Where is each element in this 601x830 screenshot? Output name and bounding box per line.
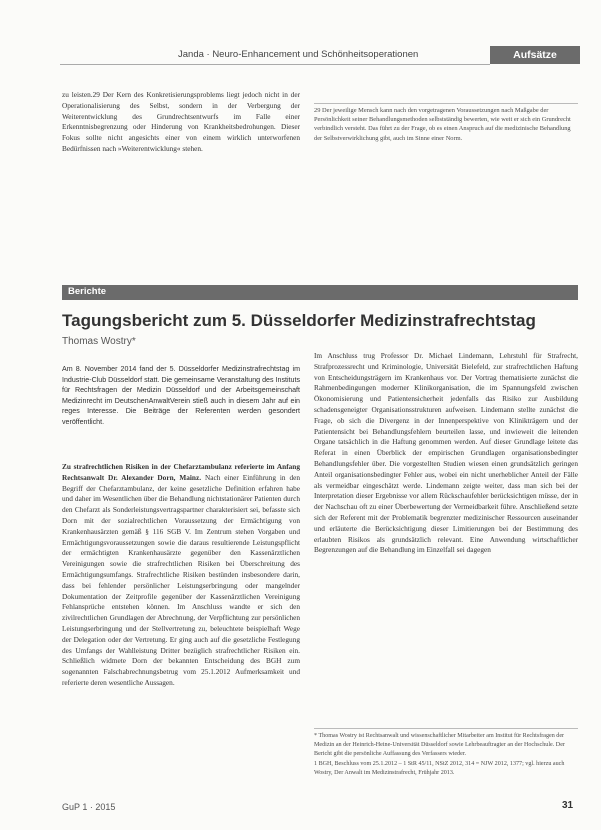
continuation-paragraph: zu leisten.29 Der Kern des Konkretisierungsproblems liegt jedoch nicht in der Operationalisierung des Selbst, sondern in der Verbergung der Weiterentwicklung des Grundrechtsentwurfs im Falle einer Erkenntnisbegrenzung oder Hinderung von Krankheitsbedrohungen. Dieser Fokus sollte nicht angesichts einer von einem wirklich unterworfenen Bedürfnissen nach »Weiterentwicklung« stehen. — [62, 90, 300, 153]
article-footnotes — [314, 728, 578, 780]
footnote-1: 1 BGH, Beschluss vom 25.1.2012 – 1 StR 45/11, NStZ 2012, 314 = NJW 2012, 1377; vgl. hierzu auch Wostry, Der Anwalt im Medizinstrafrecht, Frühjahr 2013. — [314, 761, 565, 777]
body-right-column — [314, 351, 578, 556]
journal-issue: GuP 1 · 2015 — [62, 802, 116, 812]
article-abstract: Am 8. November 2014 fand der 5. Düsseldorfer Medizinstrafrechtstag im Industrie-Club Düsseldorf statt. Die gemeinsame Veranstaltung des Instituts für Rechtsfragen der Medizin Düsseldorf und der Arbeitsgemeinschaft Medizinrecht im DeutschenAnwaltVerein stieß auch in diesem Jahr auf ein reges Interesse. Die Beiträge der Referenten werden gesondert veröffentlicht. — [62, 365, 300, 426]
right-body: Der Vortrag thematisierte zunächst die Rahmenbedingungen moderner Klinikorganisation, die im Spannungsfeld zwischen Ökonomisierung und Patientensicherheit jedenfalls das Risiko zur Ausbildung schadensgeneigter Organisationsstrukturen aufweisen. Lindemann stellte zunächst die Frage, ob sich die Divergenz in der Innenperspektive von Klinikträgern und der Patientensicht bei Behandlungsfehlern beurteilen lasse, und inwieweit die leitenden Organe tatsächlich in die Haftung genommen werden. Auf dieser Grundlage leitete das Referat in einen Überblick der empirischen Grundlagen organisationsbedingter Behandlungsfehler über. Die vorgestellten Studien wiesen einen grundsätzlich geringen Anteil organisationsbedingter Fehler aus, wobei ein nicht unerheblicher Anteil der Fälle als vermeidbar eingeschätzt werde. Lindemann zeigte weiter, dass man sich bei der Interpretation dieser Ergebnisse vor allem Rückschaufehler berücksichtigen müsse, der in der Nachschau oft zu einer Überbewertung der Vermeidbarkeit führe. Anschließend setzte sich der Referent mit der Problematik begrenzter medizinischer Ressourcen auseinander und erläuterte die Berücksichtigung dieser Limitierungen bei der Bestimmung des erlaubten Risikos als grundsätzlich relevant. Eine Anwendung wirtschaftlicher Begrenzungen auf die Behandlung im Einzelfall sei dagegen — [314, 372, 579, 555]
section-bar — [62, 285, 578, 300]
section-label: Aufsätze — [490, 46, 580, 64]
article-title: Tagungsbericht zum 5. Düsseldorfer Medizinstrafrechtstag — [62, 311, 536, 330]
page-number: 31 — [562, 800, 574, 811]
header-rule — [60, 64, 490, 65]
left-lead: Zu strafrechtlichen Risiken in der Chefarztambulanz referierte im Anfang Rechtsanwalt Dr. Alexander Dorn, Mainz. — [62, 462, 300, 482]
section-bar-label: Berichte — [68, 286, 107, 297]
body-right-paragraph — [314, 351, 578, 556]
body-left-paragraph — [62, 462, 300, 689]
article-author: Thomas Wostry* — [62, 336, 136, 347]
running-title: Janda · Neuro-Enhancement und Schönheitsoperationen — [178, 49, 419, 60]
running-header — [0, 44, 601, 68]
left-body: Nach einer Einführung in den Begriff der Chefarztambulanz, der keine gesetzliche Definition erfahren habe und daher im Wesentlichen über die Behandlung nichtstationärer Patienten durch den Chefarzt als Sonderleistungsvertragspartner charakterisiert sei, befasste sich Dorn mit der sozialrechtlichen Voraussetzung der Ermächtigung von Krankenhausärzten gemäß § 116 SGB V. Im Zentrum stehen Vorgaben und Ermächtigungsvoraussetzungen sowie die daraus resultierende Leistungspflicht der ermächtigten Krankenhausärzte gegenüber den Kassenärztlichen Vereinigungen sowie die strafrechtlichen Risiken bei Überschreitung des Ermächtigungsumfangs. Strafrechtliche Risiken bestünden insbesondere darin, dass bei fehlender persönlicher Leistungserbringung oder mangelnder Dokumentation der Zeitprofile gegenüber der Kassenärztlichen Vereinigung Fehlansprüche entstehen können. Im Anschluss wandte er sich den zivilrechtlichen Grundlagen der Abrechnung, der Verpflichtung zur persönlichen Leistungserbringung und der Stellvertretung zu, beleuchtete beispielhaft Wege der Delegation oder der Vertretung. Er ging auch auf die gesetzliche Festlegung des Umfangs der Wahlleistung Dritter bezüglich strafrechtlicher Risiken ein. Schließlich widmete Dorn der bekannten Entscheidung des BGH zum sogenannten Falschabrechnungsbetrug vom 25.1.2012 Aufmerksamkeit und referierte deren wesentliche Aussagen. — [62, 472, 300, 687]
top-footnote: 29 Der jeweilige Mensch kann nach den vorgetragenen Voraussetzungen nach Maßgabe der Persönlichkeit seiner Behandlungsmethoden selbstständig bewerten, wie weit er sich ein Grundrecht verbindlich versteht. Das führt zu der Frage, ob es einen Anspruch auf die medizinische Behandlung der Selbstverwirklichung gibt, auch im Sinne einer Norm. — [314, 103, 578, 143]
body-left-column — [62, 462, 300, 689]
footnote-author: * Thomas Wostry ist Rechtsanwalt und wissenschaftlicher Mitarbeiter am Institut für Rechtsfragen der Medizin an der Heinrich-Heine-Universität Düsseldorf sowie Lehrbeauftragter an der Hochschule. Der Bericht gibt die persönliche Auffassung des Verfassers wieder. — [314, 733, 565, 757]
continuation-text — [62, 90, 300, 155]
right-intro: Im Anschluss trug Professor Dr. Michael Lindemann, Lehrstuhl für Strafrecht, Strafprozessrecht und Kriminologie, Universität Bielefeld, zur strafrechtlichen Haftung von Entscheidungsträgern im Krankenhaus vor. — [314, 351, 578, 382]
